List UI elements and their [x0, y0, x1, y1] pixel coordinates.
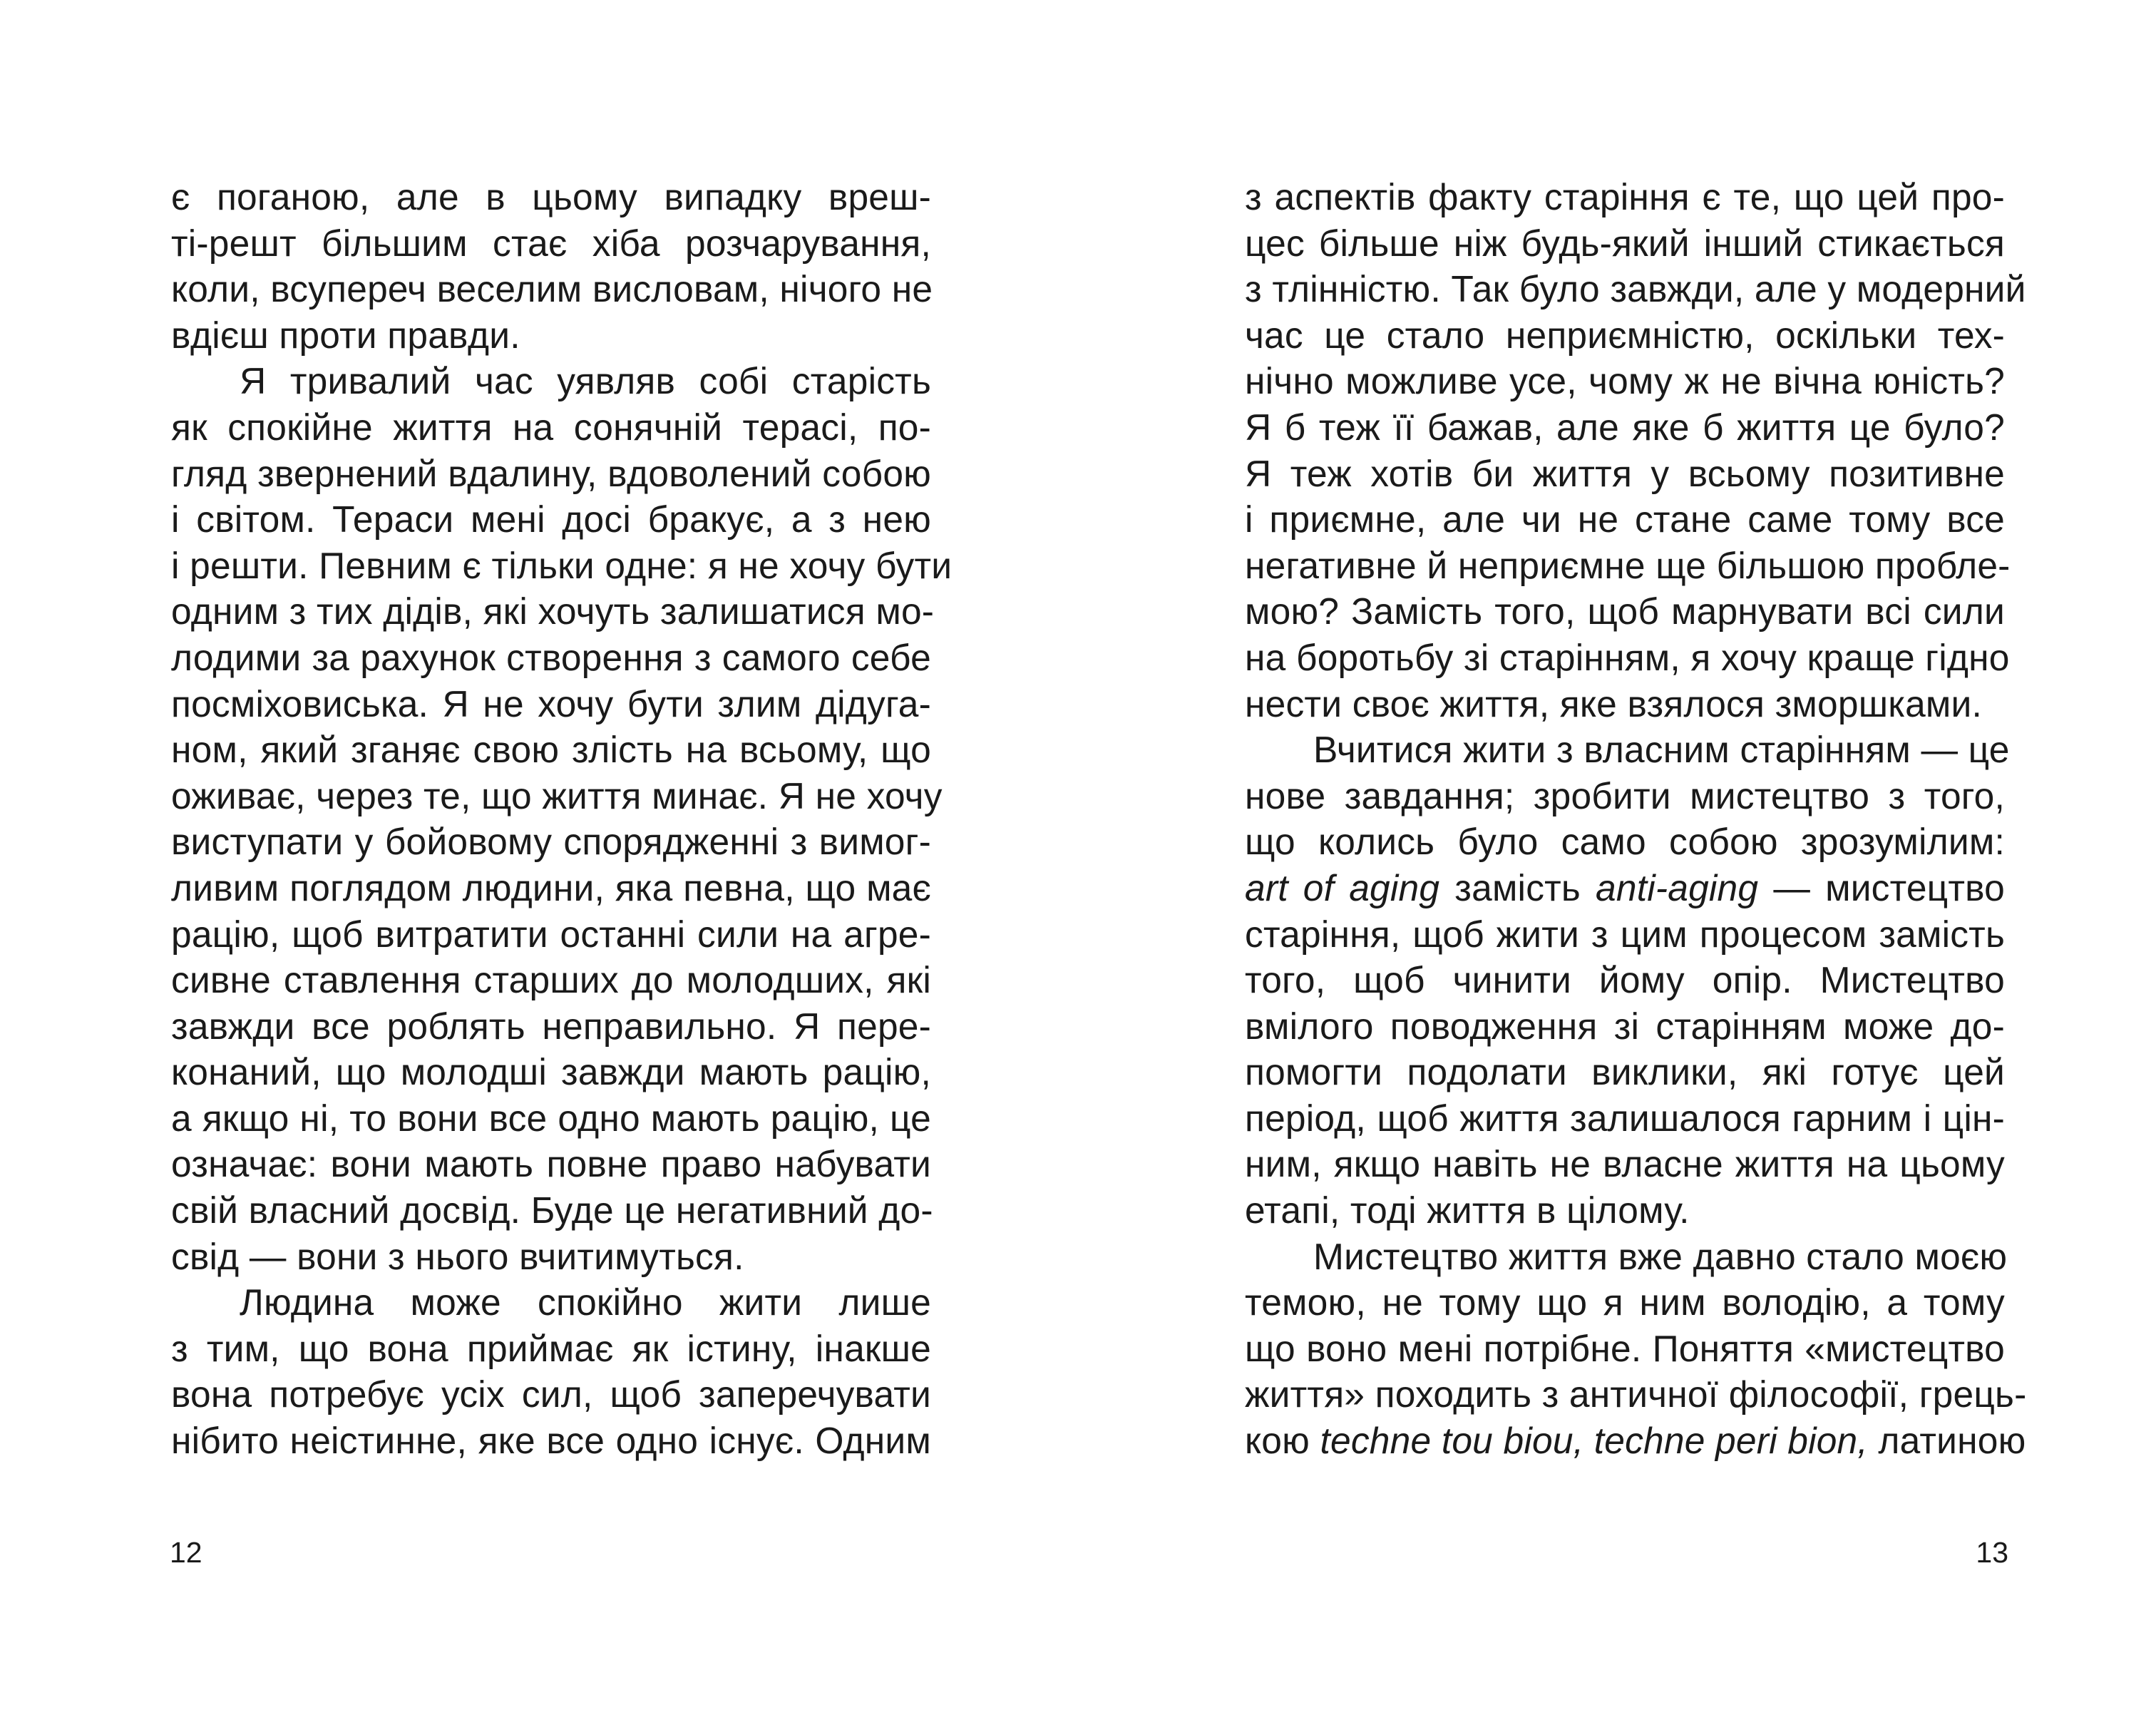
text-line: лодими за рахунок створення з самого себе — [171, 636, 931, 678]
text-run: замість — [1439, 866, 1596, 908]
text-line: з тим, що вона приймає як істину, інакше — [171, 1327, 931, 1369]
text-line: як спокійне життя на сонячній терасі, по- — [171, 406, 931, 448]
text-line: нібито неістинне, яке все одно існує. Одним — [171, 1420, 931, 1462]
text-line: Мистецтво життя вже давно стало моєю — [1313, 1235, 2008, 1277]
page-number: 12 — [170, 1536, 202, 1569]
text-line: ним, якщо навіть не власне життя на цьому — [1245, 1143, 2005, 1185]
text-line-mixed — [1245, 865, 2005, 911]
text-line: темою, не тому що я ним володію, а тому — [1245, 1281, 2005, 1324]
right-page — [1078, 0, 2156, 1710]
text-line: свій власний досвід. Буде це негативний до- — [171, 1189, 933, 1232]
text-line: помогти подолати виклики, які готує цей — [1245, 1051, 2005, 1093]
text-line: нічно можливе усе, чому ж не вічна юність? — [1245, 360, 2005, 402]
text-line: час це стало неприємністю, оскільки тех- — [1245, 314, 2005, 356]
text-line: Вчитися жити з власним старінням — це — [1313, 729, 2010, 771]
text-line: сивне ставлення старших до молодших, які — [171, 959, 931, 1001]
text-line: нове завдання; зробити мистецтво з того, — [1245, 774, 2005, 816]
italic-phrase: anti-aging — [1596, 866, 1759, 908]
text-line: посміховиська. Я не хочу бути злим дідуга- — [171, 682, 931, 725]
text-line: гляд звернений вдалину, вдоволений собою — [171, 452, 931, 494]
text-line: завжди все роблять неправильно. Я пере- — [171, 1005, 931, 1047]
text-line: і решти. Певним є тільки одне: я не хочу бути — [171, 544, 953, 586]
text-run: кою — [1245, 1420, 1320, 1462]
text-line: а якщо ні, то вони все одно мають рацію, це — [171, 1097, 931, 1139]
text-line: коли, всупереч веселим висловам, нічого не — [171, 268, 933, 310]
text-line: того, щоб чинити йому опір. Мистецтво — [1245, 959, 2005, 1001]
text-line: Я тривалий час уявляв собі старість — [240, 360, 931, 402]
text-line: вдієш проти правди. — [171, 314, 520, 356]
text-line: ті-решт більшим стає хіба розчарування, — [171, 222, 931, 264]
text-line: нести своє життя, яке взялося зморшками. — [1245, 682, 1983, 725]
text-line: на боротьбу зі старінням, я хочу краще гідно — [1245, 636, 2010, 678]
text-line: життя» походить з античної філософії, грець- — [1245, 1373, 2027, 1415]
text-line: ном, який зганяє свою злість на всьому, що — [171, 729, 931, 771]
text-line: Я б теж її бажав, але яке б життя це було? — [1245, 406, 2005, 448]
text-line: є поганою, але в цьому випадку вреш- — [171, 176, 931, 217]
text-line: Людина може спокійно жити лише — [240, 1281, 931, 1324]
text-line: рацію, щоб витратити останні сили на агре- — [171, 913, 931, 955]
text-line: мою? Замість того, щоб марнувати всі сили — [1245, 590, 2005, 633]
text-line: цес більше ніж будь-який інший стикається — [1245, 222, 2005, 264]
text-line: вона потребує усіх сил, щоб заперечувати — [171, 1373, 931, 1415]
text-line: вмілого поводження зі старінням може до- — [1245, 1005, 2005, 1047]
text-line: означає: вони мають повне право набувати — [171, 1143, 931, 1185]
text-line: ливим поглядом людини, яка певна, що має — [171, 866, 931, 908]
italic-phrase: art of aging — [1245, 866, 1440, 908]
text-line: конаний, що молодші завжди мають рацію, — [171, 1051, 931, 1093]
text-line: одним з тих дідів, які хочуть залишатися мо- — [171, 590, 935, 633]
text-line: етапі, тоді життя в цілому. — [1245, 1189, 1690, 1232]
text-line: свід — вони з нього вчитимуться. — [171, 1235, 744, 1277]
text-line: і світом. Тераси мені досі бракує, а з нею — [171, 498, 931, 541]
page-number: 13 — [1976, 1536, 2008, 1569]
text-run: — мистецтво — [1758, 866, 2005, 908]
text-line: період, щоб життя залишалося гарним і цін- — [1245, 1097, 2005, 1139]
text-line: що колись було само собою зрозумілим: — [1245, 821, 2005, 863]
text-line: старіння, щоб жити з цим процесом замість — [1245, 913, 2005, 955]
italic-phrase: techne tou biou, techne peri bion, — [1320, 1420, 1868, 1462]
text-line-mixed — [1245, 1418, 2026, 1464]
left-page-text — [171, 174, 953, 1464]
text-line: негативне й неприємне ще більшою пробле- — [1245, 544, 2011, 586]
text-line: що воно мені потрібне. Поняття «мистецтво — [1245, 1327, 2005, 1369]
text-line: Я теж хотів би життя у всьому позитивне — [1245, 452, 2005, 494]
text-line: з аспектів факту старіння є те, що цей про- — [1245, 176, 2005, 217]
right-page-text — [1245, 174, 2027, 1464]
text-line: виступати у бойовому спорядженні з вимог- — [171, 821, 931, 863]
text-line: і приємне, але чи не стане саме тому все — [1245, 498, 2005, 541]
text-line: оживає, через те, що життя минає. Я не хочу — [171, 774, 943, 816]
text-run: латиною — [1867, 1420, 2026, 1462]
text-line: з тлінністю. Так було завжди, але у модерний — [1245, 268, 2026, 310]
